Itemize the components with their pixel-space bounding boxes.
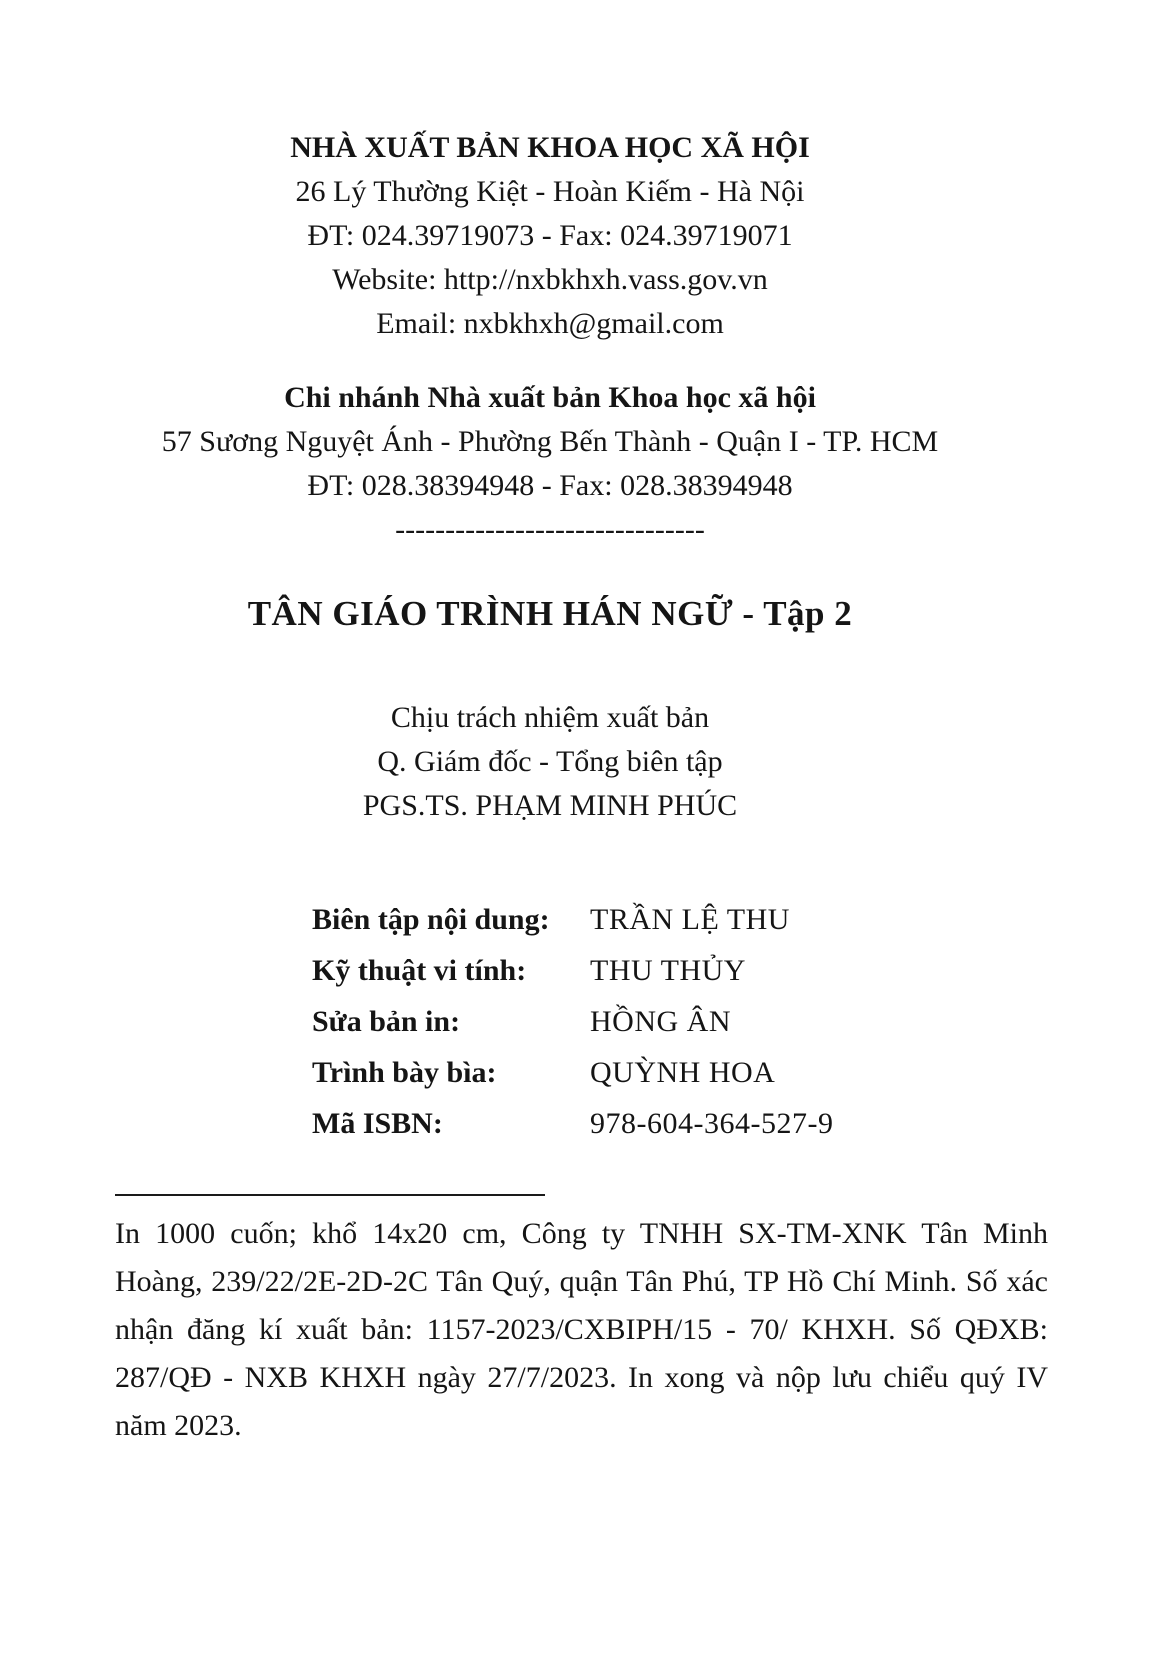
footer-divider-line — [115, 1194, 545, 1196]
credit-label: Sửa bản in: — [312, 1005, 461, 1038]
publisher-phone-fax: ĐT: 024.39719073 - Fax: 024.39719071 — [307, 219, 793, 252]
dashed-divider: ------------------------------- — [395, 513, 705, 546]
book-title: TÂN GIÁO TRÌNH HÁN NGỮ - Tập 2 — [247, 594, 853, 633]
credit-label: Trình bày bìa: — [312, 1056, 497, 1089]
publisher-address: 26 Lý Thường Kiệt - Hoàn Kiếm - Hà Nội — [295, 175, 805, 208]
credit-label: Kỹ thuật vi tính: — [312, 954, 527, 987]
credit-label: Biên tập nội dung: — [312, 903, 550, 936]
responsibility-role: Q. Giám đốc - Tổng biên tập — [377, 745, 723, 778]
credit-row-cover-design — [312, 1055, 1048, 1091]
branch-address: 57 Sương Nguyệt Ánh - Phường Bến Thành - Quận I - TP. HCM — [161, 425, 939, 458]
credit-row-isbn — [312, 1106, 1048, 1142]
responsibility-caption: Chịu trách nhiệm xuất bản — [390, 701, 710, 734]
publisher-block — [115, 126, 985, 346]
responsibility-block — [115, 696, 985, 828]
credit-value: THU THỦY — [590, 954, 746, 987]
publisher-name: NHÀ XUẤT BẢN KHOA HỌC XÃ HỘI — [290, 131, 810, 164]
credit-row-editor — [312, 902, 1048, 938]
branch-phone-fax: ĐT: 028.38394948 - Fax: 028.38394948 — [307, 469, 793, 502]
branch-name: Chi nhánh Nhà xuất bản Khoa học xã hội — [284, 381, 816, 414]
credit-row-proofreading — [312, 1004, 1048, 1040]
credit-value: QUỲNH HOA — [590, 1056, 776, 1089]
responsibility-person: PGS.TS. PHẠM MINH PHÚC — [362, 789, 738, 822]
credit-value: HỒNG ÂN — [590, 1005, 731, 1038]
branch-block — [115, 376, 985, 552]
credit-value: TRẦN LỆ THU — [590, 903, 790, 936]
credit-label: Mã ISBN: — [312, 1107, 443, 1140]
credits-table — [312, 902, 1048, 1142]
print-info-paragraph: In 1000 cuốn; khổ 14x20 cm, Công ty TNHH SX-TM-XNK Tân Minh Hoàng, 239/22/2E-2D-2C Tân Quý, quận Tân Phú, TP Hồ Chí Minh. Số xác nhận đăng kí xuất bản: 1157-2023/CXBIPH/15 - 70/ KHXH. Số QĐXB: 287/QĐ - NXB KHXH ngày 27/7/2023. In xong và nộp lưu chiểu quý IV năm 2023. — [115, 1217, 1048, 1442]
publisher-email: Email: nxbkhxh@gmail.com — [376, 307, 724, 340]
credit-value: 978-604-364-527-9 — [590, 1107, 834, 1140]
publisher-website: Website: http://nxbkhxh.vass.gov.vn — [332, 263, 768, 296]
credit-row-typesetting — [312, 953, 1048, 989]
